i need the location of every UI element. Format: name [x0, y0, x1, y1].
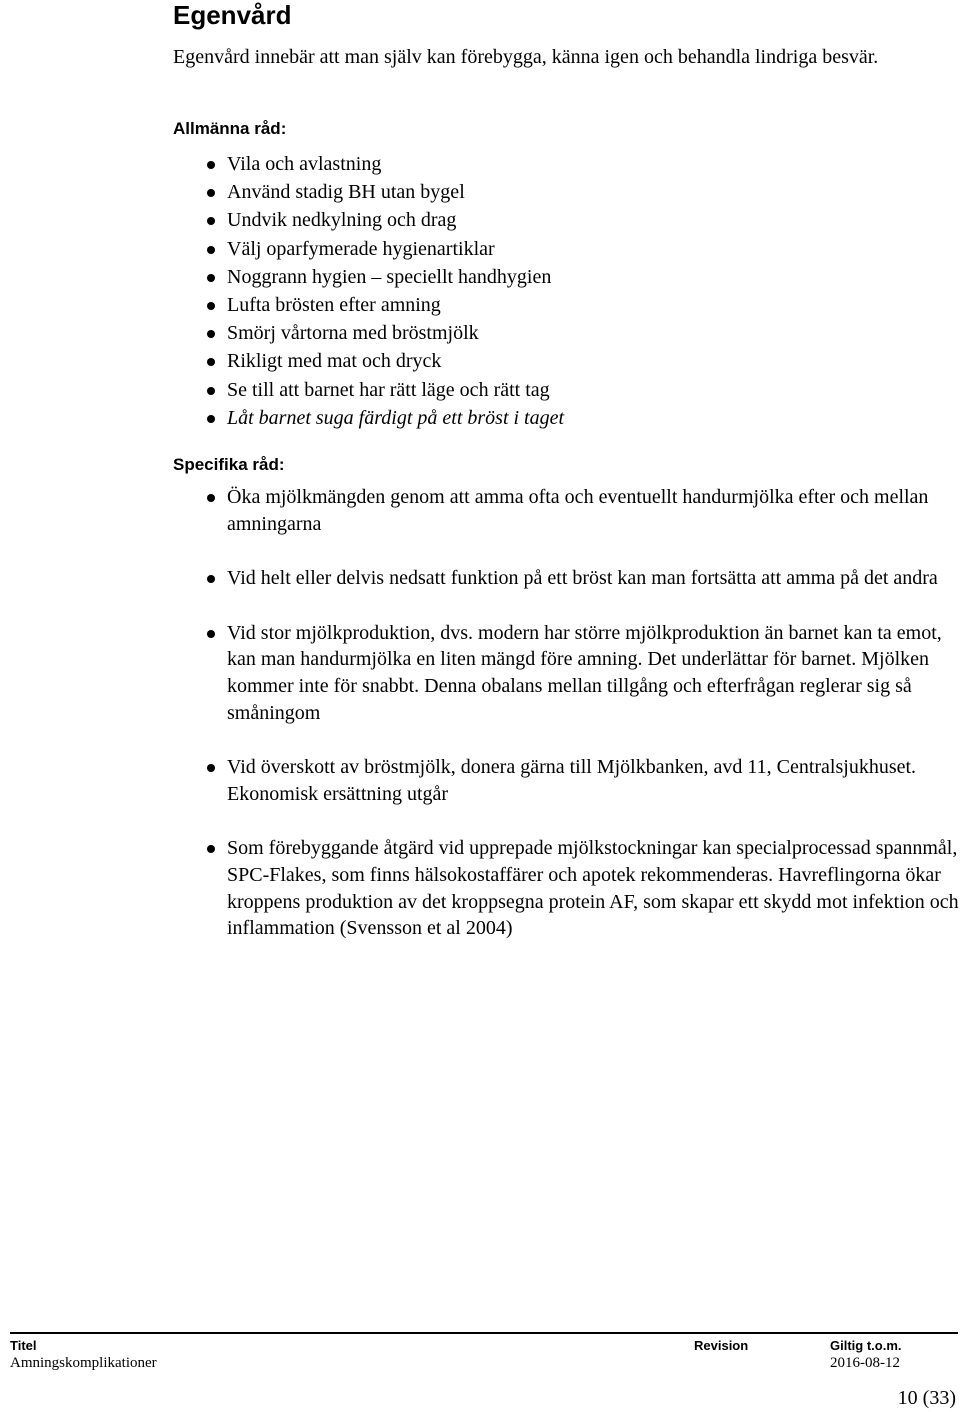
list-item-text: Smörj vårtorna med bröstmjölk [227, 322, 479, 345]
list-item [173, 620, 960, 726]
bullet-icon [207, 274, 215, 282]
specific-advice-list [173, 484, 960, 942]
footer-title-label: Titel [10, 1338, 37, 1353]
intro-paragraph: Egenvård innebär att man själv kan förebygga, känna igen och behandla lindriga besvär. [173, 46, 879, 68]
list-item-text: Se till att barnet har rätt läge och rätt tag [227, 378, 550, 401]
bullet-icon [207, 161, 215, 169]
bullet-icon [207, 630, 215, 638]
list-item [173, 150, 960, 178]
general-advice-list [173, 150, 960, 432]
list-item-text: Noggrann hygien – speciellt handhygien [227, 265, 552, 288]
bullet-icon [207, 217, 215, 225]
list-item-text: Låt barnet suga färdigt på ett bröst i taget [227, 406, 565, 429]
list-item-text: Välj oparfymerade hygienartiklar [227, 237, 495, 260]
bullet-icon [207, 387, 215, 395]
list-item [173, 319, 960, 347]
footer-title-value: Amningskomplikationer [10, 1355, 157, 1371]
list-item [173, 347, 960, 375]
list-item [173, 291, 960, 319]
list-item-text: Vid stor mjölkproduktion, dvs. modern har större mjölkproduktion än barnet kan ta emot, kan man handurmjölka en liten mängd före amning. Det underlättar för barnet. Mjölken kommer inte för snabbt. Denna obalans mellan tillgång och efterfrågan reglerar sig så småningom [227, 621, 942, 724]
list-item-text: Vid helt eller delvis nedsatt funktion på ett bröst kan man fortsätta att amma på det andra [227, 567, 938, 590]
list-item [173, 484, 960, 537]
page-footer [0, 1332, 960, 1412]
bullet-icon [207, 494, 215, 502]
list-item [173, 404, 960, 432]
list-item-text: Som förebyggande åtgärd vid upprepade mjölkstockningar kan specialprocessad spannmål, SPC-Flakes, som finns hälsokostaffärer och apotek rekommenderas. Havreflingorna ökar kroppens produktion av det kroppsegna protein AF, som skapar ett skydd mot infektion och inflammation (Svensson et al 2004) [227, 837, 959, 940]
list-item [173, 178, 960, 206]
list-item-text: Undvik nedkylning och drag [227, 209, 457, 232]
specific-advice-heading: Specifika råd: [173, 455, 285, 474]
bullet-icon [207, 189, 215, 197]
list-item [173, 263, 960, 291]
list-item-text: Öka mjölkmängden genom att amma ofta och eventuellt handurmjölka efter och mellan amningarna [227, 486, 929, 535]
bullet-icon [207, 415, 215, 423]
list-item [173, 235, 960, 263]
list-item [173, 754, 960, 807]
bullet-icon [207, 575, 215, 583]
bullet-icon [207, 302, 215, 310]
general-advice-heading: Allmänna råd: [173, 119, 287, 138]
document-body [173, 0, 959, 940]
list-item [173, 376, 960, 404]
bullet-icon [207, 246, 215, 254]
page-number: 10 (33) [897, 1387, 956, 1409]
list-item-text: Vid överskott av bröstmjölk, donera gärna till Mjölkbanken, avd 11, Centralsjukhuset. Ekonomisk ersättning utgår [227, 756, 917, 805]
section-title: Egenvård [173, 0, 292, 30]
bullet-icon [207, 764, 215, 772]
footer-revision-label: Revision [694, 1338, 749, 1353]
bullet-icon [207, 358, 215, 366]
list-item-text: Använd stadig BH utan bygel [227, 181, 465, 204]
list-item [173, 835, 960, 941]
footer-divider [10, 1332, 958, 1334]
footer-valid-label: Giltig t.o.m. [830, 1338, 902, 1353]
list-item-text: Lufta brösten efter amning [227, 293, 441, 316]
list-item-text: Rikligt med mat och dryck [227, 350, 442, 373]
bullet-icon [207, 330, 215, 338]
bullet-icon [207, 845, 215, 853]
list-item [173, 206, 960, 234]
footer-valid-value: 2016-08-12 [830, 1355, 900, 1371]
list-item-text: Vila och avlastning [227, 153, 382, 175]
list-item [173, 565, 960, 592]
